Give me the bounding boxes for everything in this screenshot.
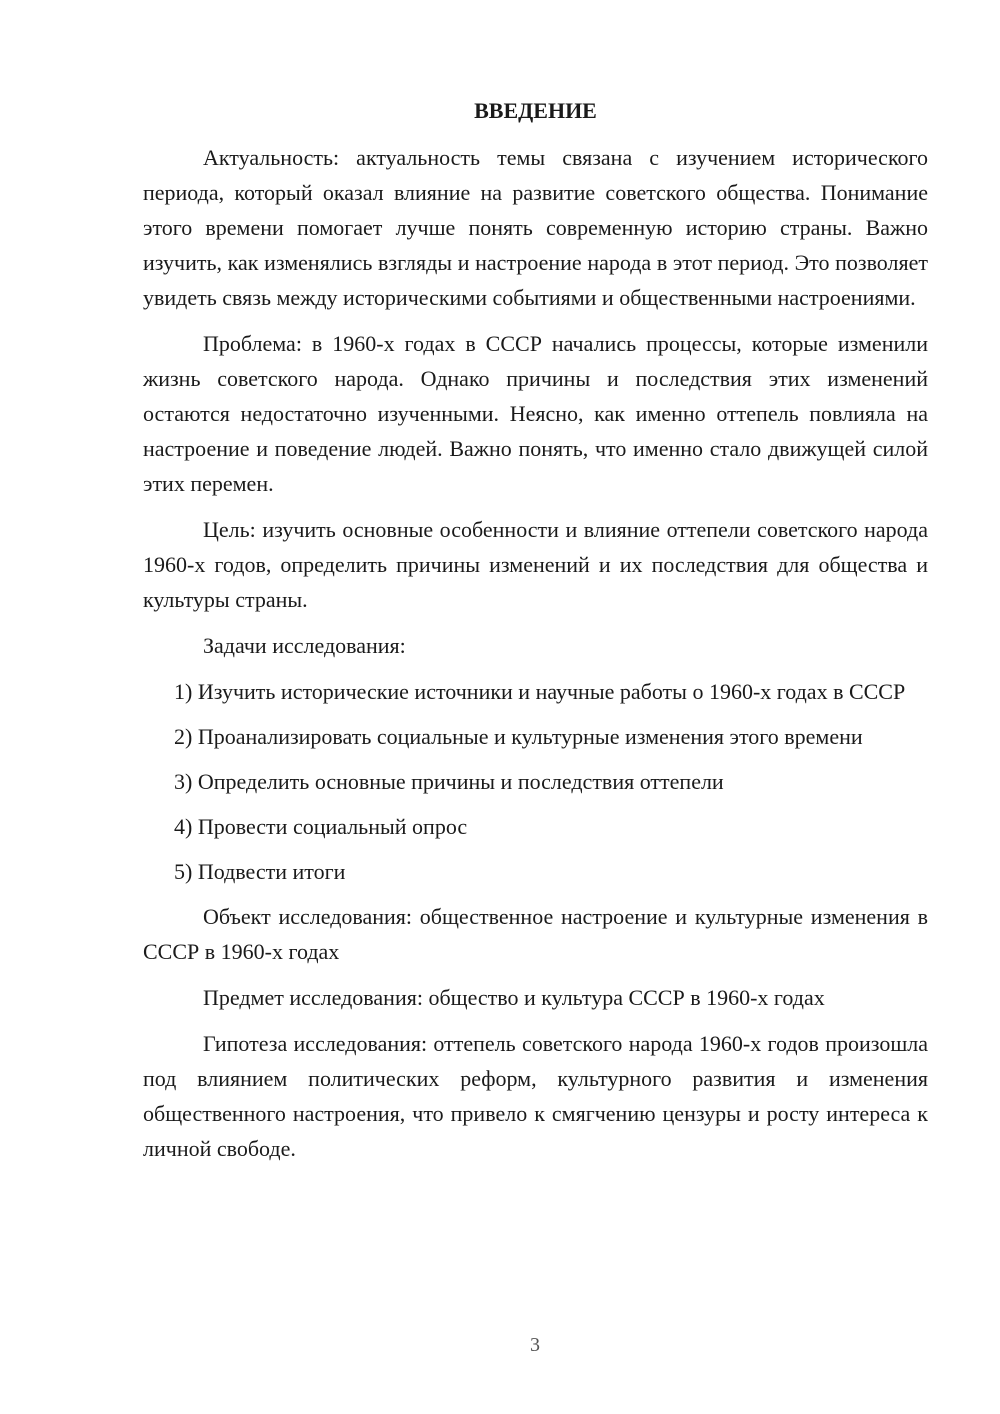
page-title: ВВЕДЕНИЕ [474,98,597,123]
task-item: 3) Определить основные причины и последствия оттепели [174,769,724,794]
task-item: 4) Провести социальный опрос [174,814,468,839]
object-paragraph: Объект исследования: общественное настроение и культурные изменения в СССР в 1960-х годах [143,904,928,964]
task-item: 1) Изучить исторические источники и научные работы о 1960-х годах в СССР [174,679,906,704]
relevance-paragraph: Актуальность: актуальность темы связана с изучением исторического периода, который оказал влияние на развитие советского общества. Понимание этого времени помогает лучше понять современную историю страны. Важно изучить, как изменялись взгляды и настроение народа в этот период. Это позволяет увидеть связь между историческими событиями и общественными настроениями. [143,145,928,310]
subject-paragraph: Предмет исследования: общество и культура СССР в 1960-х годах [203,985,825,1010]
problem-paragraph: Проблема: в 1960-х годах в СССР начались процессы, которые изменили жизнь советского народа. Однако причины и последствия этих изменений остаются недостаточно изученными. Неясно, как именно оттепель повлияла на настроение и поведение людей. Важно понять, что именно стало движущей силой этих перемен. [143,331,928,496]
document-page [143,96,928,1177]
page-number: 3 [530,1334,540,1356]
tasks-heading: Задачи исследования: [203,633,406,658]
task-item: 5) Подвести итоги [174,859,346,884]
task-item: 2) Проанализировать социальные и культурные изменения этого времени [174,724,863,749]
hypothesis-paragraph: Гипотеза исследования: оттепель советского народа 1960-х годов произошла под влиянием политических реформ, культурного развития и изменения общественного настроения, что привело к смягчению цензуры и росту интереса к личной свободе. [143,1031,928,1161]
goal-paragraph: Цель: изучить основные особенности и влияние оттепели советского народа 1960-х годов, определить причины изменений и их последствия для общества и культуры страны. [143,517,928,612]
